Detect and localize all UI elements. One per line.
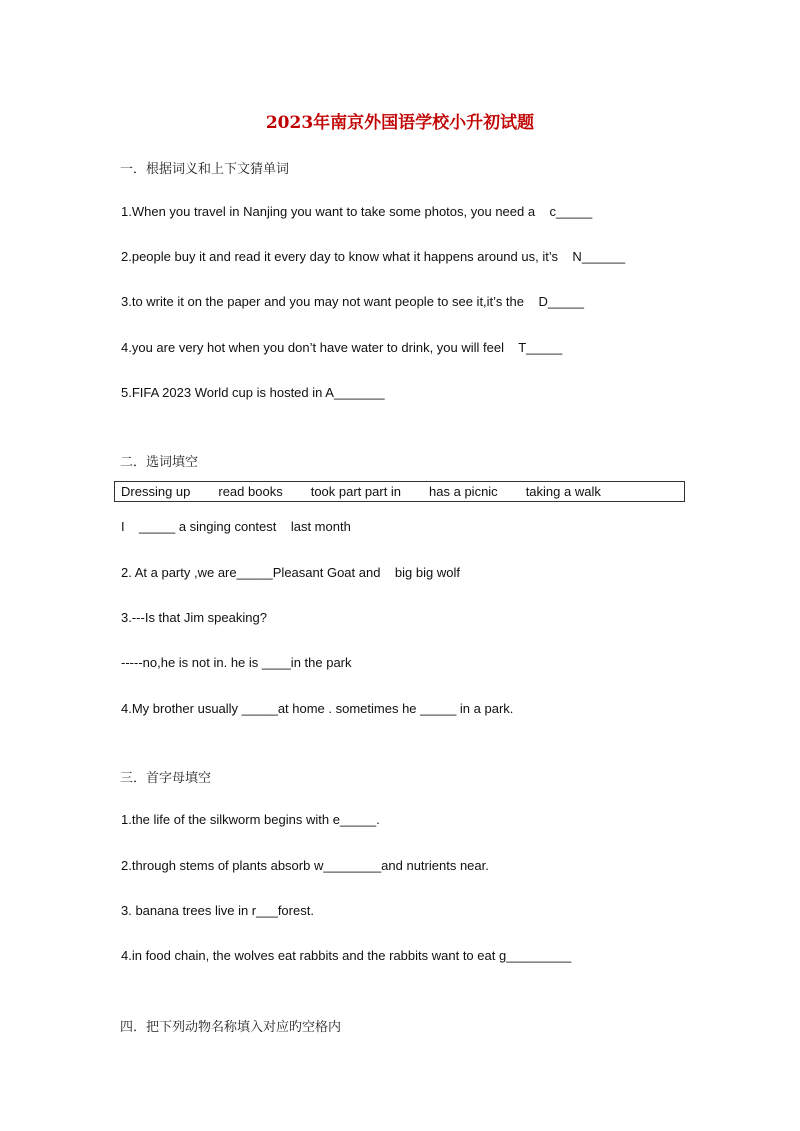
- question-3-1: 1.the life of the silkworm begins with e_____.: [121, 812, 380, 827]
- question-3-3: 3. banana trees live in r___forest.: [121, 903, 314, 918]
- question-3-4: 4.in food chain, the wolves eat rabbits and the rabbits want to eat g_________: [121, 948, 572, 963]
- section-heading-2: 二．选词填空: [120, 455, 199, 470]
- question-2-3: 3.---Is that Jim speaking?: [121, 610, 267, 625]
- section-heading-1: 一．根据词义和上下文猜单词: [120, 162, 290, 177]
- question-2-3-answer: -----no,he is not in. he is ____in the park: [121, 655, 352, 670]
- question-1-2: 2.people buy it and read it every day to know what it happens around us, it’s N______: [121, 249, 626, 264]
- question-1-4: 4.you are very hot when you don’t have water to drink, you will feel T_____: [121, 340, 563, 355]
- question-1-5: 5.FIFA 2023 World cup is hosted in A_______: [121, 385, 385, 400]
- word-bank-item: read books: [218, 484, 283, 499]
- question-2-1: I _____ a singing contest last month: [121, 519, 351, 534]
- question-2-4: 4.My brother usually _____at home . sometimes he _____ in a park.: [121, 701, 514, 716]
- question-3-2: 2.through stems of plants absorb w________and nutrients near.: [121, 858, 489, 873]
- page-title: 2023年南京外国语学校小升初试题: [265, 113, 535, 133]
- word-bank-box: [114, 481, 685, 502]
- word-bank-item: has a picnic: [429, 484, 498, 499]
- question-1-3: 3.to write it on the paper and you may not want people to see it,it’s the D_____: [121, 294, 584, 309]
- question-2-2: 2. At a party ,we are_____Pleasant Goat and big big wolf: [121, 565, 460, 580]
- word-bank-item: taking a walk: [525, 484, 601, 499]
- section-heading-4: 四．把下列动物名称填入对应旳空格内: [120, 1020, 342, 1035]
- word-bank-item: Dressing up: [121, 484, 191, 499]
- section-heading-3: 三．首字母填空: [120, 771, 212, 786]
- question-1-1: 1.When you travel in Nanjing you want to take some photos, you need a c_____: [121, 204, 593, 219]
- word-bank-item: took part part in: [310, 484, 402, 499]
